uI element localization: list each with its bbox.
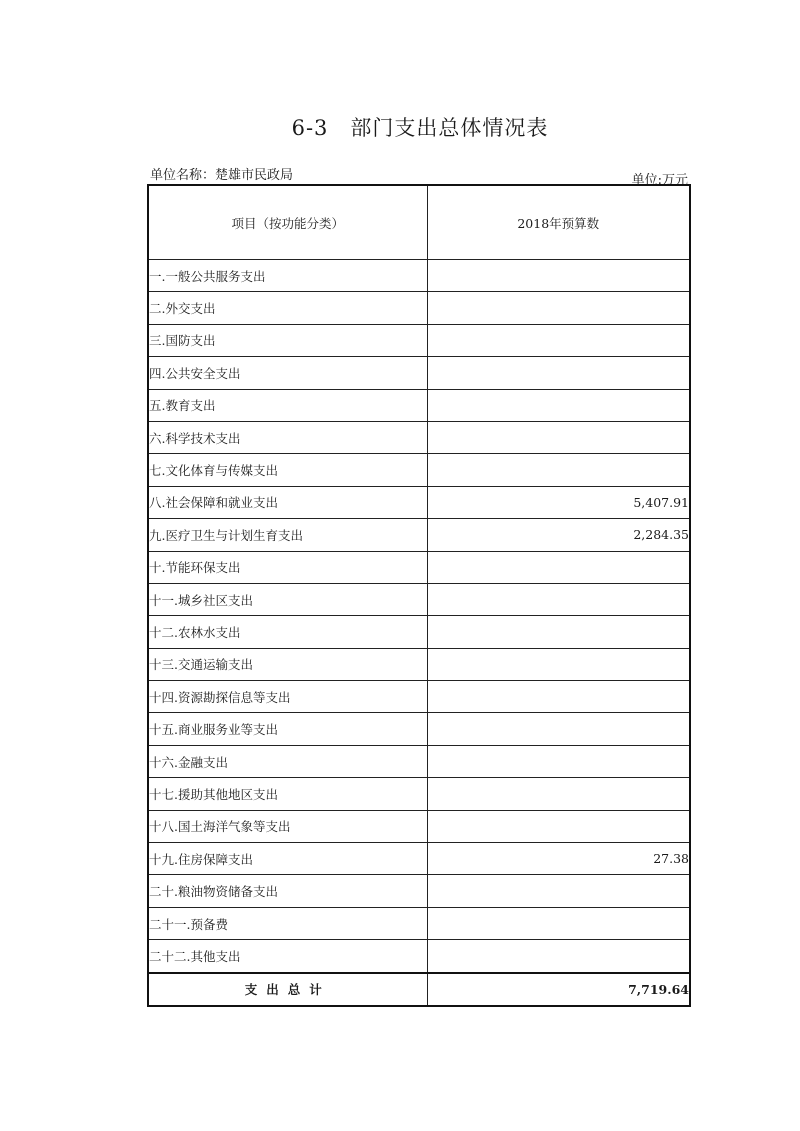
total-label: 支出总计 — [148, 973, 427, 1006]
total-row — [148, 973, 690, 1006]
row-amount: 5,407.91 — [427, 486, 690, 518]
row-category: 七.文化体育与传媒支出 — [148, 454, 427, 486]
row-amount — [427, 260, 690, 292]
row-category: 十五.商业服务业等支出 — [148, 713, 427, 745]
row-amount — [427, 292, 690, 324]
row-amount — [427, 551, 690, 583]
header-item: 项目（按功能分类） — [148, 185, 427, 260]
row-amount — [427, 421, 690, 453]
table-row — [148, 519, 690, 551]
table-row — [148, 681, 690, 713]
row-category: 十九.住房保障支出 — [148, 843, 427, 875]
row-amount — [427, 875, 690, 907]
row-amount — [427, 907, 690, 939]
row-category: 二十一.预备费 — [148, 907, 427, 939]
header-amount: 2018年预算数 — [427, 185, 690, 260]
row-category: 二.外交支出 — [148, 292, 427, 324]
table-row — [148, 616, 690, 648]
currency-unit-label: 单位:万元 — [631, 173, 688, 188]
row-category: 十三.交通运输支出 — [148, 648, 427, 680]
table-row — [148, 810, 690, 842]
table-body — [148, 260, 690, 1006]
row-amount — [427, 713, 690, 745]
row-category: 十四.资源勘探信息等支出 — [148, 681, 427, 713]
table-row — [148, 389, 690, 421]
row-amount — [427, 357, 690, 389]
row-category: 五.教育支出 — [148, 389, 427, 421]
table-row — [148, 260, 690, 292]
table-row — [148, 713, 690, 745]
row-category: 九.医疗卫生与计划生育支出 — [148, 519, 427, 551]
row-category: 十七.援助其他地区支出 — [148, 778, 427, 810]
row-amount — [427, 745, 690, 777]
row-amount — [427, 389, 690, 421]
row-category: 十一.城乡社区支出 — [148, 583, 427, 615]
row-category: 四.公共安全支出 — [148, 357, 427, 389]
table-row — [148, 940, 690, 973]
row-amount — [427, 324, 690, 356]
row-amount — [427, 648, 690, 680]
row-amount — [427, 940, 690, 973]
row-category: 十.节能环保支出 — [148, 551, 427, 583]
table-row — [148, 745, 690, 777]
row-category: 二十.粮油物资储备支出 — [148, 875, 427, 907]
table-row — [148, 583, 690, 615]
table-row — [148, 324, 690, 356]
row-category: 一.一般公共服务支出 — [148, 260, 427, 292]
row-category: 十六.金融支出 — [148, 745, 427, 777]
row-category: 三.国防支出 — [148, 324, 427, 356]
page-title: 6-3 部门支出总体情况表 — [291, 116, 549, 140]
table-row — [148, 648, 690, 680]
table-row — [148, 843, 690, 875]
row-category: 十八.国土海洋气象等支出 — [148, 810, 427, 842]
unit-name-label: 单位名称：楚雄市民政局 — [150, 168, 294, 183]
table-row — [148, 778, 690, 810]
table-row — [148, 875, 690, 907]
row-amount — [427, 583, 690, 615]
expenditure-table — [147, 184, 691, 1007]
table-row — [148, 357, 690, 389]
total-value: 7,719.64 — [427, 973, 690, 1006]
row-category: 十二.农林水支出 — [148, 616, 427, 648]
row-amount — [427, 778, 690, 810]
table-row — [148, 486, 690, 518]
table-row — [148, 907, 690, 939]
table-row — [148, 421, 690, 453]
row-category: 六.科学技术支出 — [148, 421, 427, 453]
row-amount: 2,284.35 — [427, 519, 690, 551]
table-row — [148, 454, 690, 486]
table-row — [148, 292, 690, 324]
table-row — [148, 551, 690, 583]
row-category: 二十二.其他支出 — [148, 940, 427, 973]
row-amount: 27.38 — [427, 843, 690, 875]
row-amount — [427, 681, 690, 713]
row-amount — [427, 454, 690, 486]
row-amount — [427, 616, 690, 648]
row-amount — [427, 810, 690, 842]
row-category: 八.社会保障和就业支出 — [148, 486, 427, 518]
table-header-row — [148, 185, 690, 260]
